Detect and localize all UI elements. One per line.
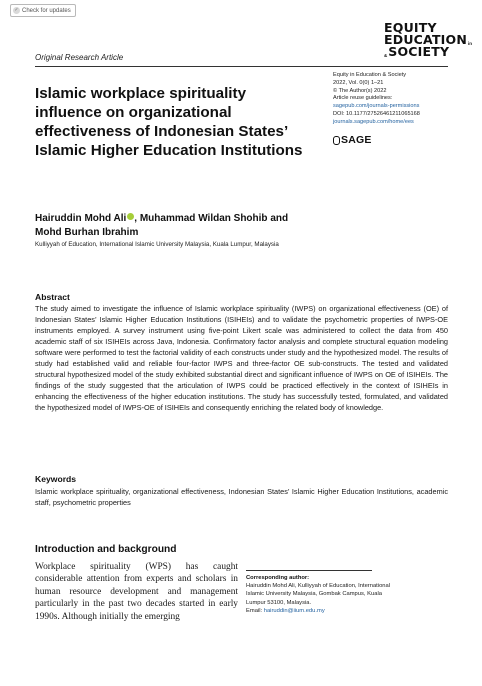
- sage-wordmark: SAGE: [341, 134, 372, 146]
- sage-logo: [333, 134, 372, 146]
- abstract-heading: Abstract: [35, 292, 70, 302]
- logo-line-equity: EQUITY: [384, 20, 437, 35]
- author-list: [35, 212, 435, 240]
- corresponding-author: [246, 574, 446, 615]
- badge-label: Check for updates: [22, 7, 71, 14]
- introduction-heading: Introduction and background: [35, 544, 177, 555]
- corresponding-divider: [246, 570, 372, 571]
- permissions-link[interactable]: sagepub.com/journals-permissions: [333, 103, 420, 110]
- sage-mark-icon: [333, 136, 340, 145]
- article-title: Islamic workplace spirituality influence on organizational effectiveness of Indonesian States’ Islamic Higher Education Institutions: [35, 85, 303, 159]
- abstract-body: The study aimed to investigate the influence of Islamic workplace spirituality (IWPS) on organizational effectiveness (OE) of Indonesian States’ Islamic Higher Education Institutions (ISIHEIs) and to validate the psychometric properties of IWPS-OE instruments employed. A survey instrument using five-point Likert scale was administered to collect the data from 450 academic staff of six ISIHEIs across Java, Indonesia. Confirmatory factor analysis and complete structural equation modeling software were performed to test the factorial validity of each constructs under study and the hypothesized model. The results of study had established valid and reliable four-factor IWPS and three-factor OE sub-constructs. The tested and validated structural hypothesized model of the study exhibited substantial direct and significant influence of IWPS on OE of ISIHEIs. The findings of the study suggested that the articulation of IWPS could be practiced effectively in the context of ISIHEIs in enhancing the effectiveness of the higher education institutions. The study has successfully tested, formulated, and validated the hypothesized model of IWPS-OE of ISIHEIs and consequently enriching the related body of knowledge.: [35, 304, 448, 412]
- update-check-icon: ✓: [14, 7, 19, 13]
- author-first: Hairuddin Mohd Ali: [35, 213, 127, 224]
- journal-name: Equity in Education & Society: [333, 72, 407, 78]
- journal-home-link[interactable]: journals.sagepub.com/home/ees: [333, 118, 414, 125]
- corresponding-line2: Islamic University Malaysia, Gombak Campus, Kuala: [246, 591, 382, 598]
- corresponding-line3: Lumpur 53100, Malaysia.: [246, 599, 312, 606]
- introduction-body: Workplace spirituality (WPS) has caught considerable attention from experts and scholars in human resource development and management particularly in the past two decades started in early 1990s. Although initially the emerging: [35, 562, 238, 622]
- logo-line-society: SOCIETY: [388, 44, 450, 59]
- email-link[interactable]: hairuddin@iium.edu.my: [263, 607, 325, 614]
- author-rest: , Muhammad Wildan Shohib and: [134, 213, 289, 224]
- email-label: Email:: [246, 607, 263, 614]
- article-meta: [333, 72, 453, 127]
- header-divider: [35, 66, 448, 67]
- corresponding-heading: Corresponding author:: [246, 575, 310, 581]
- journal-logo: [384, 20, 473, 59]
- copyright: © The Author(s) 2022: [333, 87, 387, 94]
- reuse-guidelines: Article reuse guidelines:: [333, 95, 393, 102]
- logo-small-in: in: [468, 41, 473, 46]
- doi[interactable]: DOI: 10.1177/27526461211065168: [333, 110, 420, 117]
- corresponding-line1: Hairuddin Mohd Ali, Kulliyyah of Education, International: [246, 583, 391, 590]
- check-for-updates-badge[interactable]: [10, 4, 76, 17]
- logo-line-education: EDUCATION: [384, 32, 468, 47]
- keywords-heading: Keywords: [35, 474, 77, 484]
- volume-info: 2022, Vol. 0(0) 1–21: [333, 79, 384, 86]
- author-line2: Mohd Burhan Ibrahim: [35, 227, 139, 238]
- logo-small-amp: &: [384, 53, 388, 58]
- affiliation: Kulliyyah of Education, International Islamic University Malaysia, Kuala Lumpur, Malaysia: [35, 241, 279, 248]
- article-type: Original Research Article: [35, 53, 124, 62]
- keywords-body: Islamic workplace spirituality, organizational effectiveness, Indonesian States’ Islamic Higher Education Institutions, academic staff, psychometric properties: [35, 487, 448, 507]
